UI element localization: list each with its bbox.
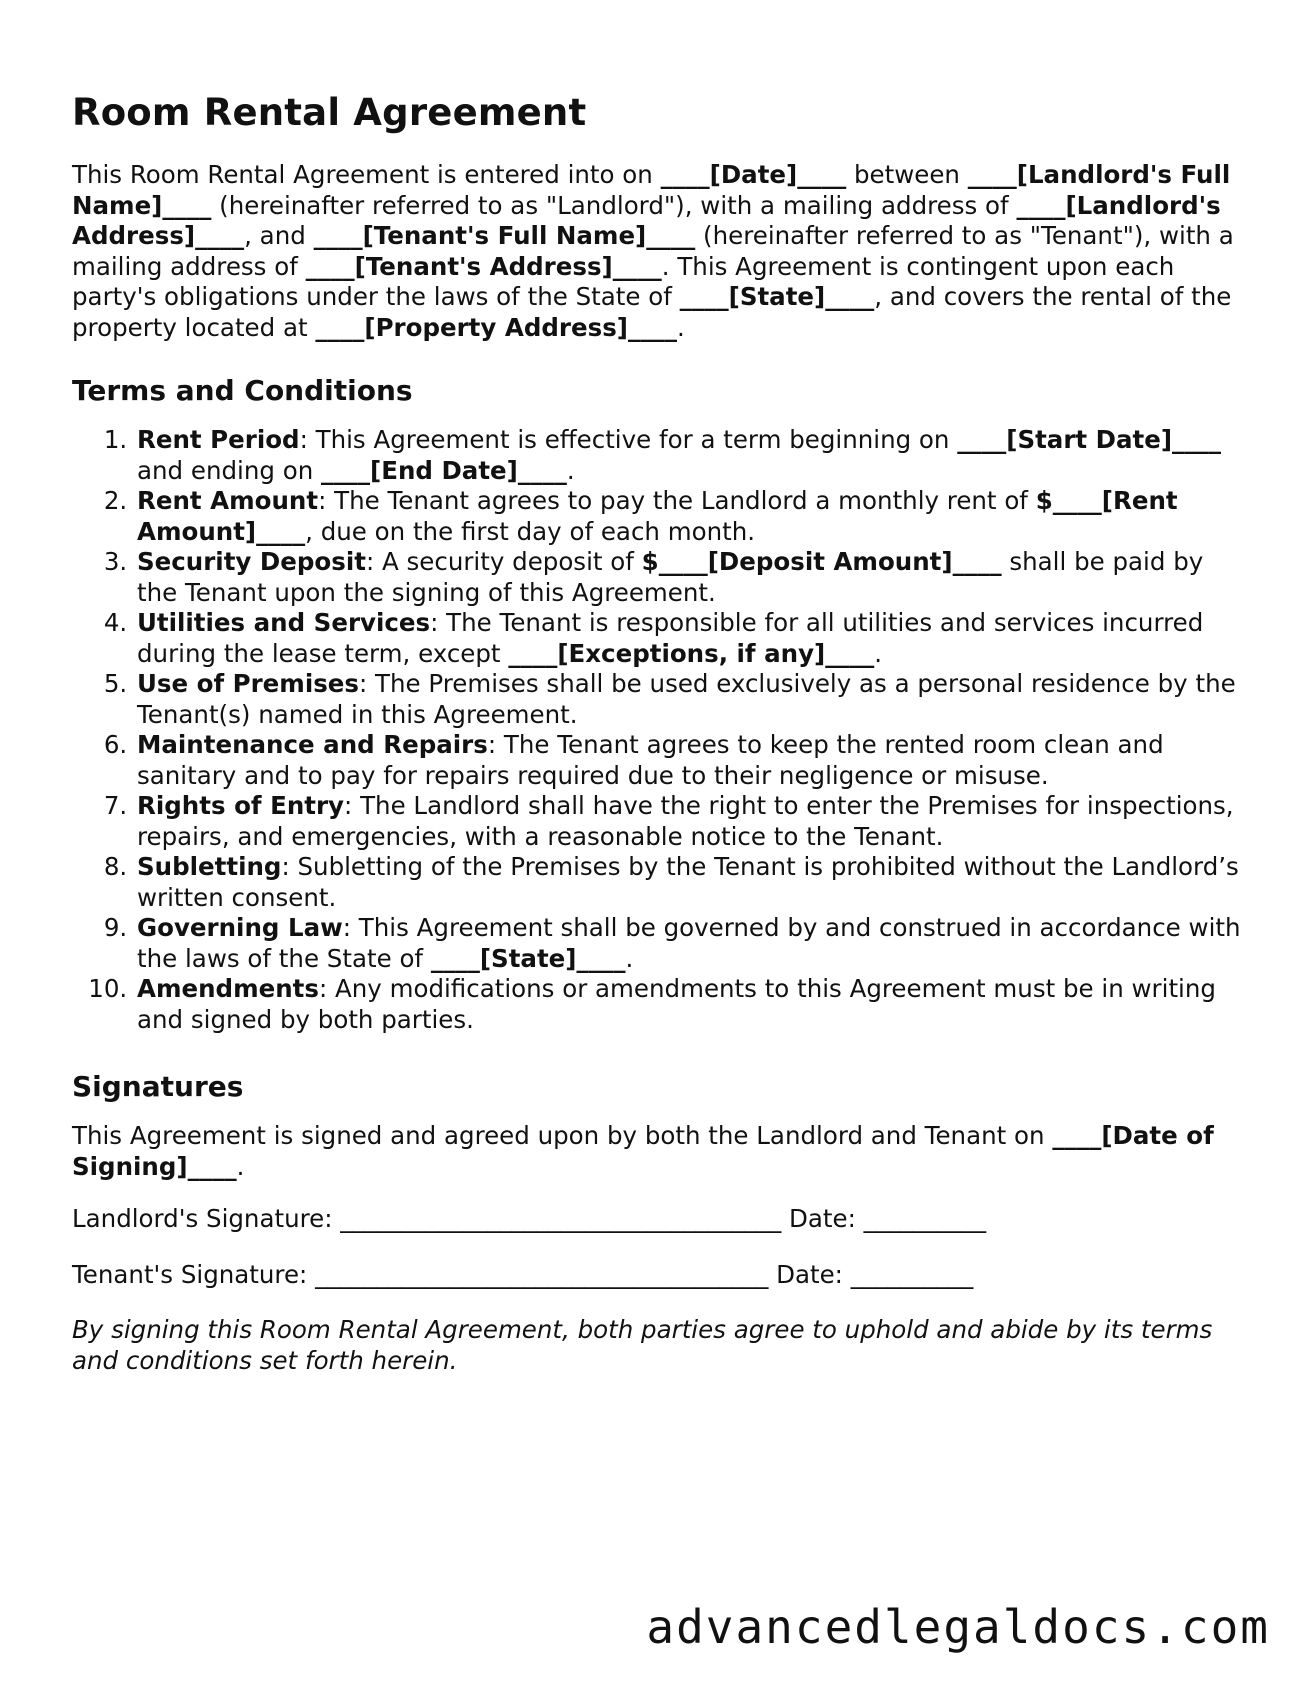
term-item-rent-period: [135, 425, 1242, 486]
landlord-signature-line: Landlord's Signature: ____________________________________ Date: __________: [72, 1204, 987, 1233]
state-field: ____[State]____: [679, 282, 875, 311]
date-field: ____[Date]____: [660, 160, 847, 189]
term-text: : Subletting of the Premises by the Tenant is prohibited without the Landlord’s written consent.: [137, 852, 1239, 912]
term-label: Rights of Entry: [137, 791, 345, 820]
term-text: : The Landlord shall have the right to enter the Premises for inspections, repairs, and emergencies, with a reasonable notice to the Tenant.: [137, 791, 1234, 851]
intro-text: .: [677, 312, 685, 342]
tenant-address-field: ____[Tenant's Address]____: [305, 251, 662, 281]
term-text: and ending on: [137, 455, 322, 485]
term-item-subletting: [135, 852, 1242, 913]
term-label: Amendments: [137, 974, 319, 1003]
intro-paragraph: [72, 160, 1242, 343]
date-of-signing-field: ____[Date of Signing]____: [72, 1121, 1214, 1181]
deposit-amount-field: $____[Deposit Amount]____: [641, 547, 1002, 576]
rent-amount-field: $____[Rent Amount]____: [137, 486, 1178, 546]
term-item-rent-amount: [135, 486, 1242, 547]
document-page: [72, 90, 1242, 1376]
state-field: ____[State]____: [430, 943, 626, 973]
term-text: : This Agreement shall be governed by and construed in accordance with the laws of the State of: [137, 913, 1241, 973]
term-item-use-of-premises: [135, 669, 1242, 730]
intro-text: , and covers the rental of the property located at: [72, 282, 1232, 342]
term-label: Governing Law: [137, 913, 343, 942]
intro-text: . This Agreement is contingent upon each party's obligations under the laws of the State of: [72, 251, 1175, 311]
term-label: Rent Period: [137, 425, 300, 454]
tenant-name-field: ____[Tenant's Full Name]____: [313, 221, 696, 250]
term-text: .: [566, 455, 575, 485]
term-label: Security Deposit: [137, 547, 366, 576]
term-text: : The Tenant is responsible for all utilities and services incurred during the lease term, except: [137, 608, 1204, 668]
document-title: Room Rental Agreement: [72, 91, 587, 134]
landlord-name-field: ____[Landlord's Full Name]____: [72, 160, 1231, 220]
intro-text: (hereinafter referred to as "Landlord"), with a mailing address of: [211, 190, 1017, 220]
intro-text: , and: [244, 221, 314, 250]
tenant-signature-line: Tenant's Signature: _____________________________________ Date: __________: [72, 1259, 974, 1289]
terms-list: [72, 425, 1242, 1035]
term-text: : This Agreement is effective for a term beginning on: [299, 425, 958, 454]
term-text: .: [874, 638, 883, 668]
term-text: : The Tenant agrees to pay the Landlord a monthly rent of: [318, 486, 1036, 515]
intro-text: (hereinafter referred to as "Tenant"), with a mailing address of: [72, 221, 1234, 281]
term-text: : The Tenant agrees to keep the rented room clean and sanitary and to pay for repairs required due to their negligence or misuse.: [137, 730, 1164, 790]
term-text: shall be paid by the Tenant upon the signing of this Agreement.: [137, 547, 1204, 607]
signatures-heading: Signatures: [72, 1070, 244, 1103]
term-item-rights-of-entry: [135, 791, 1242, 852]
term-label: Subletting: [137, 852, 282, 881]
term-label: Utilities and Services: [137, 608, 431, 637]
closing-statement: By signing this Room Rental Agreement, both parties agree to uphold and abide by its terms and conditions set forth herein.: [72, 1315, 1213, 1375]
term-item-amendments: [135, 974, 1242, 1035]
term-text: .: [625, 943, 634, 973]
term-item-utilities: [135, 608, 1242, 669]
term-label: Rent Amount: [137, 486, 319, 515]
term-label: Use of Premises: [137, 669, 360, 698]
end-date-field: ____[End Date]____: [321, 455, 567, 485]
site-watermark: advancedlegaldocs.com: [646, 1600, 1270, 1654]
term-item-security-deposit: [135, 547, 1242, 608]
term-text: , due on the first day of each month.: [305, 516, 756, 546]
term-label: Maintenance and Repairs: [137, 730, 488, 759]
signatures-intro-text: .: [236, 1151, 245, 1181]
landlord-address-field: ____[Landlord's Address]____: [72, 190, 1221, 250]
start-date-field: ____[Start Date]____: [957, 425, 1222, 454]
intro-text: between: [846, 160, 968, 189]
property-address-field: ____[Property Address]____: [315, 312, 677, 342]
signatures-intro-text: This Agreement is signed and agreed upon by both the Landlord and Tenant on: [72, 1121, 1053, 1150]
signatures-intro: [72, 1121, 1242, 1182]
term-item-maintenance: [135, 730, 1242, 791]
intro-text: This Room Rental Agreement is entered into on: [72, 160, 661, 189]
term-text: : Any modifications or amendments to this Agreement must be in writing and signed by both parties.: [137, 974, 1216, 1034]
exceptions-field: ____[Exceptions, if any]____: [508, 638, 875, 668]
term-text: : A security deposit of: [365, 547, 642, 576]
terms-heading: Terms and Conditions: [72, 374, 413, 407]
term-item-governing-law: [135, 913, 1242, 974]
term-text: : The Premises shall be used exclusively as a personal residence by the Tenant(s) named in this Agreement.: [137, 669, 1236, 729]
